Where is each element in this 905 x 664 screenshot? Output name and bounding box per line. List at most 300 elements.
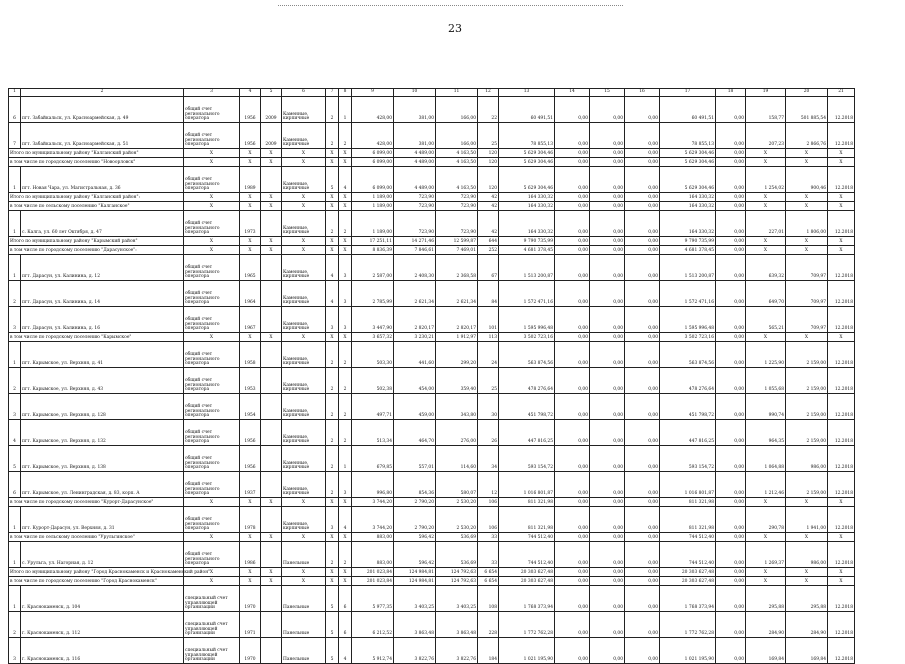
not-applicable-cell: Х [282,568,326,577]
residents-count-cell: 30 [478,394,499,420]
repair-cost-cell: 1 513 200,87 [499,255,555,281]
wall-material-cell: Каменные, кирпичные [282,97,326,123]
local-funds-cell: 0,00 [625,542,660,568]
address-cell: пгт. Карымское, ул. Верхняя, д. 41 [21,342,184,368]
residential-area-cell: 854,36 [394,472,436,498]
regional-funds-cell: 0,00 [590,246,625,255]
not-applicable-cell: Х [261,158,282,167]
federal-funds-cell: 0,00 [555,533,590,542]
floors-cell: 2 [326,368,339,394]
entrances-cell: 3 [339,307,352,333]
not-applicable-cell: Х [261,149,282,158]
subtotal-row [9,333,855,342]
not-applicable-cell: Х [282,498,326,507]
max-unit-cost-cell: Х [786,568,828,577]
owner-funds-cell: 4 681 378,45 [660,246,716,255]
renovation-year-cell [261,472,282,498]
address-cell: пгт. Карымское, ул. Верхняя, д. 43 [21,368,184,394]
owned-area-cell: 166,00 [436,123,478,149]
owned-area-cell: 723,90 [436,193,478,202]
not-applicable-cell: Х [184,246,240,255]
regional-funds-cell: 0,00 [590,542,625,568]
total-area-cell: 3 744,20 [352,498,394,507]
other-funds-cell: 0,00 [716,246,746,255]
not-applicable-cell: Х [326,533,339,542]
not-applicable-cell: Х [184,333,240,342]
max-unit-cost-cell: 2 159,00 [786,342,828,368]
account-type-cell: специальный счет управляющей организации [184,612,240,638]
local-funds-cell: 0,00 [625,533,660,542]
max-unit-cost-cell: 2 159,00 [786,472,828,498]
local-funds-cell: 0,00 [625,237,660,246]
renovation-year-cell [261,420,282,446]
account-type-cell: общий счет регионального оператора [184,307,240,333]
not-applicable-cell: Х [184,149,240,158]
not-applicable-cell: Х [184,193,240,202]
owned-area-cell: 3 822,76 [436,638,478,664]
unit-cost-cell: Х [746,237,786,246]
account-type-cell: специальный счет управляющей организации [184,586,240,612]
building-row [9,167,855,193]
max-unit-cost-cell: 2 866,76 [786,123,828,149]
not-applicable-cell: Х [240,237,261,246]
total-area-cell: 201 023,84 [352,577,394,586]
total-area-cell: 1 189,00 [352,202,394,211]
other-funds-cell: 0,00 [716,193,746,202]
account-type-cell: общий счет регионального оператора [184,211,240,237]
regional-funds-cell: 0,00 [590,123,625,149]
entrances-cell: 1 [339,97,352,123]
owner-funds-cell: 164 330,32 [660,202,716,211]
floors-cell: 2 [326,542,339,568]
max-unit-cost-cell: 284,90 [786,612,828,638]
owned-area-cell: 3 863,48 [436,612,478,638]
repair-cost-cell: 1 595 996,48 [499,307,555,333]
entrances-cell: 2 [339,420,352,446]
federal-funds-cell: 0,00 [555,97,590,123]
residential-area-cell: 596,42 [394,542,436,568]
owned-area-cell: 166,00 [436,97,478,123]
other-funds-cell: 0,00 [716,281,746,307]
entrances-cell: 4 [339,507,352,533]
not-applicable-cell: Х [184,498,240,507]
local-funds-cell: 0,00 [625,123,660,149]
renovation-year-cell [261,446,282,472]
owned-area-cell: 276,00 [436,420,478,446]
subtotal-row [9,498,855,507]
owner-funds-cell: 5 629 304,46 [660,158,716,167]
column-header: 3 [184,89,240,97]
not-applicable-cell: Х [184,568,240,577]
max-unit-cost-cell: Х [786,333,828,342]
completion-date-cell: Х [828,202,855,211]
column-header: 11 [436,89,478,97]
not-applicable-cell: Х [282,333,326,342]
repair-cost-cell: 593 154,72 [499,446,555,472]
residents-count-cell: 42 [478,211,499,237]
not-applicable-cell: Х [240,193,261,202]
max-unit-cost-cell: 1 941,00 [786,507,828,533]
not-applicable-cell: Х [339,577,352,586]
other-funds-cell: 0,00 [716,577,746,586]
max-unit-cost-cell: 169,84 [786,638,828,664]
subtotal-row [9,577,855,586]
total-area-cell: 201 023,84 [352,568,394,577]
max-unit-cost-cell: 1 806,00 [786,211,828,237]
repair-cost-cell: 811 321,98 [499,507,555,533]
subtotal-row [9,158,855,167]
renovation-year-cell [261,307,282,333]
residential-area-cell: 4 489,00 [394,149,436,158]
max-unit-cost-cell: Х [786,149,828,158]
wall-material-cell: Каменные, кирпичные [282,167,326,193]
address-cell: пгт. Забайкальск, ул. Красноармейская, д. 49 [21,97,184,123]
table-header [9,89,855,97]
completion-date-cell: 12.2018 [828,542,855,568]
subtotal-label: в том числе по сельскому поселению "Калганское" [9,202,184,211]
federal-funds-cell: 0,00 [555,123,590,149]
unit-cost-cell: 207,23 [746,123,786,149]
residents-count-cell: 644 [478,237,499,246]
not-applicable-cell: Х [240,498,261,507]
floors-cell: 2 [326,420,339,446]
local-funds-cell: 0,00 [625,149,660,158]
unit-cost-cell: 1 269,37 [746,542,786,568]
address-cell: пгт. Дарасун, ул. Калинина, д. 12 [21,255,184,281]
other-funds-cell: 0,00 [716,97,746,123]
floors-cell: 3 [326,507,339,533]
owner-funds-cell: 447 816,25 [660,420,716,446]
building-row [9,211,855,237]
max-unit-cost-cell: 709,97 [786,307,828,333]
column-header: 5 [261,89,282,97]
floors-cell: 5 [326,586,339,612]
completion-date-cell: 12.2018 [828,472,855,498]
owned-area-cell: 580,07 [436,472,478,498]
residential-area-cell: 3 822,76 [394,638,436,664]
renovation-year-cell: 2009 [261,97,282,123]
not-applicable-cell: Х [326,577,339,586]
entrances-cell: 3 [339,472,352,498]
federal-funds-cell: 0,00 [555,577,590,586]
residential-area-cell: 124 984,81 [394,568,436,577]
build-year-cell: 1956 [240,123,261,149]
other-funds-cell: 0,00 [716,255,746,281]
not-applicable-cell: Х [261,246,282,255]
repair-cost-cell: 1 016 801,87 [499,472,555,498]
local-funds-cell: 0,00 [625,586,660,612]
owned-area-cell: 2 530,20 [436,498,478,507]
unit-cost-cell: 1 254,02 [746,167,786,193]
column-header: 16 [625,89,660,97]
regional-funds-cell: 0,00 [590,333,625,342]
subtotal-label: в том числе по городскому поселению "Город Краснокаменск" [9,577,184,586]
column-header: 12 [478,89,499,97]
address-cell: пгт. Карымское, ул. Верхняя, д. 132 [21,420,184,446]
total-area-cell: 5 977,35 [352,586,394,612]
renovation-year-cell [261,586,282,612]
building-row [9,638,855,664]
total-area-cell: 996,80 [352,472,394,498]
federal-funds-cell: 0,00 [555,193,590,202]
floors-cell: 2 [326,342,339,368]
subtotal-label: Итого по муниципальному району "Калганский район": [9,193,184,202]
not-applicable-cell: Х [339,533,352,542]
local-funds-cell: 0,00 [625,420,660,446]
residents-count-cell: 108 [478,586,499,612]
entrances-cell: 2 [339,542,352,568]
subtotal-label: в том числе по городскому поселению "Дарасунское": [9,246,184,255]
repair-cost-cell: 3 502 723,16 [499,333,555,342]
federal-funds-cell: 0,00 [555,507,590,533]
wall-material-cell: Каменные, кирпичные [282,472,326,498]
federal-funds-cell: 0,00 [555,394,590,420]
owner-funds-cell: 164 330,32 [660,193,716,202]
residents-count-cell: 106 [478,498,499,507]
column-header: 17 [660,89,716,97]
residents-count-cell: 101 [478,307,499,333]
not-applicable-cell: Х [240,577,261,586]
owner-funds-cell: 478 276,64 [660,368,716,394]
row-number: 2 [9,612,21,638]
local-funds-cell: 0,00 [625,394,660,420]
owned-area-cell: 4 163,50 [436,149,478,158]
residential-area-cell: 454,00 [394,368,436,394]
build-year-cell: 1989 [240,167,261,193]
owner-funds-cell: 9 790 735,99 [660,237,716,246]
unit-cost-cell: 227,01 [746,211,786,237]
subtotal-label: Итого по муниципальному району "Город Краснокаменск и Краснокаменский район" [9,568,184,577]
entrances-cell: 2 [339,394,352,420]
completion-date-cell: 12.2018 [828,586,855,612]
not-applicable-cell: Х [326,246,339,255]
completion-date-cell: Х [828,158,855,167]
subtotal-row [9,246,855,255]
unit-cost-cell: 169,84 [746,638,786,664]
entrances-cell: 2 [339,123,352,149]
not-applicable-cell: Х [339,193,352,202]
completion-date-cell: 12.2018 [828,612,855,638]
residents-count-cell: 6 654 [478,577,499,586]
column-header: 14 [555,89,590,97]
regional-funds-cell: 0,00 [590,498,625,507]
wall-material-cell: Каменные, кирпичные [282,281,326,307]
wall-material-cell: Каменные, кирпичные [282,507,326,533]
entrances-cell: 2 [339,211,352,237]
residents-count-cell: 25 [478,123,499,149]
wall-material-cell: Панельные [282,586,326,612]
account-type-cell: общий счет регионального оператора [184,394,240,420]
housing-repair-table [8,88,855,664]
column-header: 20 [786,89,828,97]
completion-date-cell: Х [828,498,855,507]
building-row [9,394,855,420]
column-header: 21 [828,89,855,97]
build-year-cell: 1956 [240,97,261,123]
repair-cost-cell: 60 491,51 [499,97,555,123]
regional-funds-cell: 0,00 [590,193,625,202]
subtotal-row [9,149,855,158]
residential-area-cell: 4 489,00 [394,167,436,193]
row-number: 1 [9,542,21,568]
build-year-cell: 1937 [240,472,261,498]
local-funds-cell: 0,00 [625,202,660,211]
max-unit-cost-cell: 2 159,00 [786,394,828,420]
renovation-year-cell [261,507,282,533]
address-cell: пгт. Карымское, ул. Ленинградская, д. 83, корп. А [21,472,184,498]
federal-funds-cell: 0,00 [555,333,590,342]
owned-area-cell: 3 403,25 [436,586,478,612]
not-applicable-cell: Х [184,237,240,246]
owned-area-cell: 124 792,63 [436,577,478,586]
owned-area-cell: 723,90 [436,211,478,237]
local-funds-cell: 0,00 [625,568,660,577]
unit-cost-cell: 964,35 [746,420,786,446]
entrances-cell: 3 [339,281,352,307]
owner-funds-cell: 1 513 200,87 [660,255,716,281]
local-funds-cell: 0,00 [625,342,660,368]
residents-count-cell: 113 [478,333,499,342]
subtotal-row [9,237,855,246]
completion-date-cell: 12.2018 [828,507,855,533]
completion-date-cell: Х [828,333,855,342]
renovation-year-cell [261,167,282,193]
federal-funds-cell: 0,00 [555,542,590,568]
residential-area-cell: 2 820,17 [394,307,436,333]
federal-funds-cell: 0,00 [555,638,590,664]
not-applicable-cell: Х [261,568,282,577]
not-applicable-cell: Х [261,237,282,246]
floors-cell: 2 [326,446,339,472]
repair-cost-cell: 744 512,40 [499,542,555,568]
completion-date-cell: 12.2018 [828,97,855,123]
column-header: 13 [499,89,555,97]
regional-funds-cell: 0,00 [590,394,625,420]
owner-funds-cell: 593 154,72 [660,446,716,472]
not-applicable-cell: Х [339,149,352,158]
repair-cost-cell: 9 790 735,99 [499,237,555,246]
federal-funds-cell: 0,00 [555,368,590,394]
federal-funds-cell: 0,00 [555,568,590,577]
not-applicable-cell: Х [240,533,261,542]
residents-count-cell: 42 [478,193,499,202]
wall-material-cell: Каменные, кирпичные [282,255,326,281]
floors-cell: 3 [326,307,339,333]
not-applicable-cell: Х [326,202,339,211]
other-funds-cell: 0,00 [716,237,746,246]
total-area-cell: 679,85 [352,446,394,472]
not-applicable-cell: Х [326,568,339,577]
header-line [278,5,623,8]
wall-material-cell: Каменные, кирпичные [282,420,326,446]
entrances-cell: 6 [339,586,352,612]
federal-funds-cell: 0,00 [555,202,590,211]
not-applicable-cell: Х [326,237,339,246]
renovation-year-cell [261,368,282,394]
unit-cost-cell: Х [746,246,786,255]
total-area-cell: 2 587,00 [352,255,394,281]
column-header: 18 [716,89,746,97]
local-funds-cell: 0,00 [625,368,660,394]
max-unit-cost-cell: 2 159,00 [786,420,828,446]
row-number: 5 [9,446,21,472]
address-cell: пгт. Дарасун, ул. Калинина, д. 14 [21,281,184,307]
max-unit-cost-cell: 900,46 [786,167,828,193]
not-applicable-cell: Х [339,333,352,342]
owner-funds-cell: 1 572 471,16 [660,281,716,307]
completion-date-cell: Х [828,237,855,246]
regional-funds-cell: 0,00 [590,307,625,333]
building-row [9,123,855,149]
entrances-cell: 2 [339,342,352,368]
residential-area-cell: 464,70 [394,420,436,446]
federal-funds-cell: 0,00 [555,498,590,507]
residents-count-cell: 24 [478,342,499,368]
unit-cost-cell: 565,21 [746,307,786,333]
not-applicable-cell: Х [261,498,282,507]
residential-area-cell: 381,00 [394,97,436,123]
row-number: 2 [9,281,21,307]
row-number: 4 [9,420,21,446]
owner-funds-cell: 1 595 996,48 [660,307,716,333]
regional-funds-cell: 0,00 [590,158,625,167]
subtotal-label: в том числе по городскому поселению "Новоорловск" [9,158,184,167]
residents-count-cell: 120 [478,149,499,158]
building-row [9,586,855,612]
not-applicable-cell: Х [261,193,282,202]
building-row [9,420,855,446]
max-unit-cost-cell: 709,97 [786,255,828,281]
column-header: 4 [240,89,261,97]
regional-funds-cell: 0,00 [590,586,625,612]
floors-cell: 2 [326,472,339,498]
residential-area-cell: 441,60 [394,342,436,368]
residential-area-cell: 596,42 [394,533,436,542]
unit-cost-cell: 990,74 [746,394,786,420]
residents-count-cell: 120 [478,167,499,193]
residents-count-cell: 33 [478,533,499,542]
not-applicable-cell: Х [282,246,326,255]
owner-funds-cell: 78 855,13 [660,123,716,149]
local-funds-cell: 0,00 [625,193,660,202]
regional-funds-cell: 0,00 [590,507,625,533]
account-type-cell: общий счет регионального оператора [184,542,240,568]
max-unit-cost-cell: Х [786,246,828,255]
owner-funds-cell: 1 016 801,87 [660,472,716,498]
residents-count-cell: 26 [478,420,499,446]
federal-funds-cell: 0,00 [555,237,590,246]
building-row [9,97,855,123]
address-cell: г. Краснокаменск, д. 112 [21,612,184,638]
renovation-year-cell [261,612,282,638]
total-area-cell: 6 212,52 [352,612,394,638]
floors-cell: 2 [326,394,339,420]
floors-cell: 2 [326,97,339,123]
other-funds-cell: 0,00 [716,202,746,211]
not-applicable-cell: Х [184,158,240,167]
completion-date-cell: 12.2018 [828,342,855,368]
subtotal-row [9,533,855,542]
not-applicable-cell: Х [339,568,352,577]
unit-cost-cell: Х [746,202,786,211]
column-header: 15 [590,89,625,97]
residential-area-cell: 2 621,34 [394,281,436,307]
federal-funds-cell: 0,00 [555,420,590,446]
not-applicable-cell: Х [240,158,261,167]
address-cell: г. Краснокаменск, д. 116 [21,638,184,664]
owner-funds-cell: 1 021 195,90 [660,638,716,664]
total-area-cell: 6 099,00 [352,167,394,193]
